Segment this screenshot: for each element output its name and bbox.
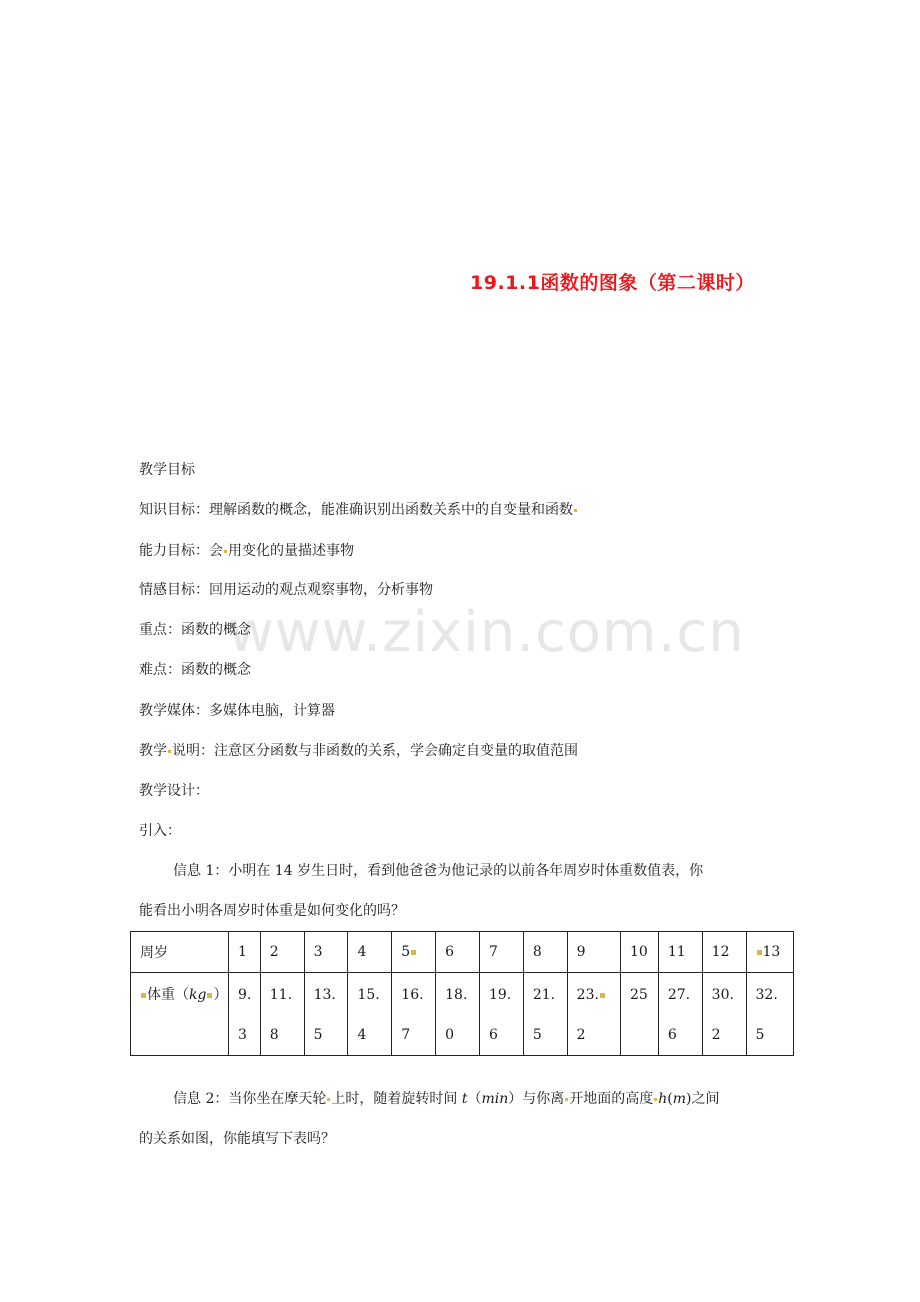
weight-cell <box>229 973 261 1056</box>
weight-bottom: 2 <box>711 1027 721 1043</box>
age-cell: 2 <box>260 932 304 973</box>
weight-cell <box>304 973 348 1056</box>
weight-bottom: 5 <box>313 1027 323 1043</box>
weight-top: 21. <box>532 987 556 1003</box>
weight-bottom: 2 <box>576 1027 586 1043</box>
info2-row2: 的关系如图，你能填写下表吗？ <box>139 1131 335 1147</box>
info1-row2: 能看出小明各周岁时体重是如何变化的吗？ <box>139 903 405 919</box>
age-value: 5 <box>401 944 411 960</box>
age-cell: 6 <box>436 932 480 973</box>
weight-bottom: 6 <box>488 1027 498 1043</box>
weight-bottom: 8 <box>269 1027 279 1043</box>
info2-text: 上时，随着旋转时间 <box>331 1091 462 1107</box>
age-cell: 1 <box>229 932 261 973</box>
age-cell <box>746 932 793 973</box>
weight-header-cell <box>131 973 229 1056</box>
weight-top: 30. <box>711 987 734 1003</box>
edit-mark-icon <box>207 993 212 998</box>
table-row <box>131 973 794 1056</box>
edit-mark-icon <box>600 993 605 998</box>
age-cell: 8 <box>523 932 567 973</box>
weight-bottom: 7 <box>401 1027 411 1043</box>
weight-bottom: 0 <box>445 1027 455 1043</box>
weight-cell <box>658 973 702 1056</box>
info2-text: ( <box>667 1091 673 1107</box>
weight-cell <box>348 973 392 1056</box>
weight-cell <box>392 973 436 1056</box>
age-cell: 7 <box>479 932 523 973</box>
weight-cell <box>436 973 480 1056</box>
weight-top: 23. <box>576 987 599 1003</box>
emotion-goal: 情感目标：回用运动的观点观察事物，分析事物 <box>139 582 433 598</box>
info2-text: )之间 <box>686 1091 720 1107</box>
variable-t: t <box>461 1091 468 1107</box>
unit-m: m <box>672 1091 687 1107</box>
weight-top: 27. <box>667 987 691 1003</box>
difficulty: 难点：函数的概念 <box>139 662 251 678</box>
weight-top: 11. <box>269 987 293 1003</box>
edit-mark-icon <box>327 1098 330 1101</box>
weight-label-b: ） <box>213 987 228 1003</box>
info2-row1 <box>139 1089 789 1109</box>
ability-goal-text-b: 用变化的量描述事物 <box>228 543 354 559</box>
edit-mark-icon <box>224 550 227 553</box>
ability-goal-text-a: 能力目标：会 <box>139 543 223 559</box>
info2-text: ）与你离 <box>508 1091 565 1107</box>
edit-mark-icon <box>141 993 146 998</box>
weight-top: 16. <box>401 987 424 1003</box>
age-cell <box>392 932 436 973</box>
info2-text: 信息 2：当你坐在摩天轮 <box>173 1091 327 1107</box>
weight-cell <box>702 973 746 1056</box>
page-title: 19.1.1函数的图象（第二课时） <box>470 272 755 294</box>
info1-paragraph <box>139 861 789 921</box>
age-cell: 4 <box>348 932 392 973</box>
age-cell: 10 <box>621 932 659 973</box>
weight-top: 19. <box>488 987 512 1003</box>
weight-cell <box>523 973 567 1056</box>
weight-table <box>130 931 794 1056</box>
weight-top: 25 <box>630 987 648 1003</box>
teaching-media: 教学媒体：多媒体电脑，计算器 <box>139 703 335 719</box>
goals-heading: 教学目标 <box>139 462 195 478</box>
teaching-notes-text-b: 说明：注意区分函数与非函数的关系，学会确定自变量的取值范围 <box>172 743 578 759</box>
edit-mark-icon <box>168 750 171 753</box>
age-value: 13 <box>762 944 781 960</box>
weight-bottom: 6 <box>667 1027 677 1043</box>
edit-mark-icon <box>757 950 762 955</box>
teaching-design: 教学设计： <box>139 783 209 799</box>
ability-goal <box>139 541 354 561</box>
weight-cell <box>621 973 659 1056</box>
weight-cell <box>260 973 304 1056</box>
weight-top: 32. <box>755 987 778 1003</box>
edit-mark-icon <box>654 1098 657 1101</box>
key-point: 重点：函数的概念 <box>139 622 251 638</box>
weight-bottom: 5 <box>755 1027 765 1043</box>
info2-paragraph <box>139 1089 789 1149</box>
intro-heading: 引入： <box>139 823 181 839</box>
weight-bottom: 4 <box>357 1027 367 1043</box>
edit-mark-icon <box>574 509 577 512</box>
unit-min: min <box>481 1091 509 1107</box>
age-header-cell: 周岁 <box>131 932 229 973</box>
weight-top: 9. <box>238 987 252 1003</box>
knowledge-goal <box>139 500 578 520</box>
knowledge-goal-text: 知识目标：理解函数的概念，能准确识别出函数关系中的自变量和函数 <box>139 502 573 518</box>
info2-text: 开地面的高度 <box>569 1091 654 1107</box>
teaching-notes <box>139 741 578 761</box>
weight-cell <box>479 973 523 1056</box>
edit-mark-icon <box>565 1098 568 1101</box>
table-row <box>131 932 794 973</box>
info1-row1: 信息 1：小明在 14 岁生日时，看到他爸爸为他记录的以前各年周岁时体重数值表，你 <box>173 863 704 879</box>
weight-cell <box>567 973 620 1056</box>
watermark: www.zixin.com.cn <box>228 600 745 665</box>
weight-top: 15. <box>357 987 380 1003</box>
age-cell: 9 <box>567 932 620 973</box>
edit-mark-icon <box>411 950 416 955</box>
weight-top: 13. <box>313 987 336 1003</box>
variable-h: h <box>658 1091 668 1107</box>
weight-label-a: 体重（ <box>147 987 189 1003</box>
age-cell: 12 <box>702 932 746 973</box>
weight-cell <box>746 973 793 1056</box>
weight-unit: kg <box>189 987 207 1003</box>
age-cell: 11 <box>658 932 702 973</box>
teaching-notes-text-a: 教学 <box>139 743 167 759</box>
weight-bottom: 3 <box>238 1027 247 1043</box>
info2-text: （ <box>467 1091 482 1107</box>
weight-bottom: 5 <box>532 1027 542 1043</box>
age-cell: 3 <box>304 932 348 973</box>
weight-top: 18. <box>445 987 468 1003</box>
